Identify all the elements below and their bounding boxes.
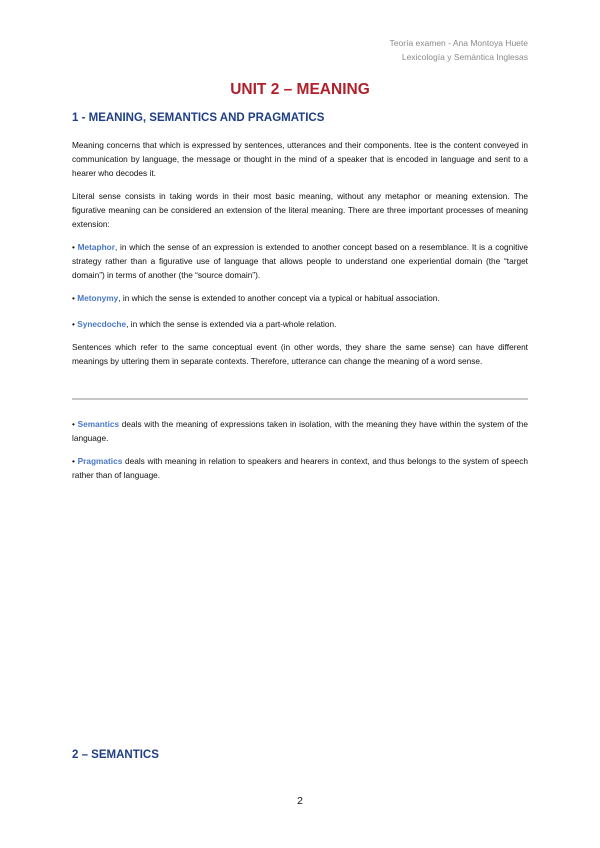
header-line-2: Lexicología y Semántica Inglesas (401, 52, 528, 62)
term-metaphor: Metaphor (77, 242, 115, 252)
bullet-text: , in which the sense of an expression is extended to another concept based on a resemblance. It is a cognitive strategy rather than a figurative use of language that allows people to understand one experiential domain (the “target domain”) in terms of another (the “source domain”). (72, 242, 528, 280)
term-metonymy: Metonymy (77, 293, 119, 303)
horizontal-divider (72, 398, 528, 400)
bullet-metaphor (72, 241, 528, 282)
bullet-text: , in which the sense is extended via a part-whole relation. (126, 319, 337, 329)
bullet-dot: • (72, 419, 75, 429)
section-1-heading: 1 - MEANING, SEMANTICS AND PRAGMATICS (72, 112, 325, 124)
section-2-heading: 2 – SEMANTICS (72, 749, 159, 761)
bullet-dot: • (72, 319, 75, 329)
bullet-metonymy (72, 292, 528, 306)
term-synecdoche: Synecdoche (77, 319, 127, 329)
page-number: 2 (297, 795, 303, 807)
bullet-text: deals with the meaning of expressions taken in isolation, with the meaning they have within the system of the language. (72, 419, 528, 443)
bullet-semantics (72, 418, 528, 446)
header-line-1: Teoría examen - Ana Montoya Huete (389, 38, 528, 48)
bullet-dot: • (72, 456, 75, 466)
paragraph-literal-sense: Literal sense consists in taking words in their most basic meaning, without any metaphor or meaning extension. The figurative meaning can be considered an extension of the literal meaning. There are three important processes of meaning extension: (72, 191, 528, 229)
bullet-text: deals with meaning in relation to speakers and hearers in context, and thus belongs to the system of speech rather than of language. (72, 456, 528, 480)
bullet-pragmatics (72, 455, 528, 483)
paragraph-sentences: Sentences which refer to the same conceptual event (in other words, they share the same sense) can have different meanings by uttering them in separate contexts. Therefore, utterance can change the meaning of a word sense. (72, 342, 528, 366)
page-header (390, 36, 528, 64)
term-pragmatics: Pragmatics (77, 456, 123, 466)
bullet-dot: • (72, 293, 75, 303)
document-title: UNIT 2 – MEANING (230, 81, 370, 98)
bullet-synecdoche (72, 318, 528, 332)
bullet-dot: • (72, 242, 75, 252)
paragraph-meaning: Meaning concerns that which is expressed by sentences, utterances and their components. Itee is the content conveyed in communication by language, the message or thought in the mind of a speaker that is encoded in language and sent to a hearer who decodes it. (72, 140, 528, 178)
bullet-text: , in which the sense is extended to another concept via a typical or habitual association. (118, 293, 440, 303)
term-semantics: Semantics (77, 419, 120, 429)
